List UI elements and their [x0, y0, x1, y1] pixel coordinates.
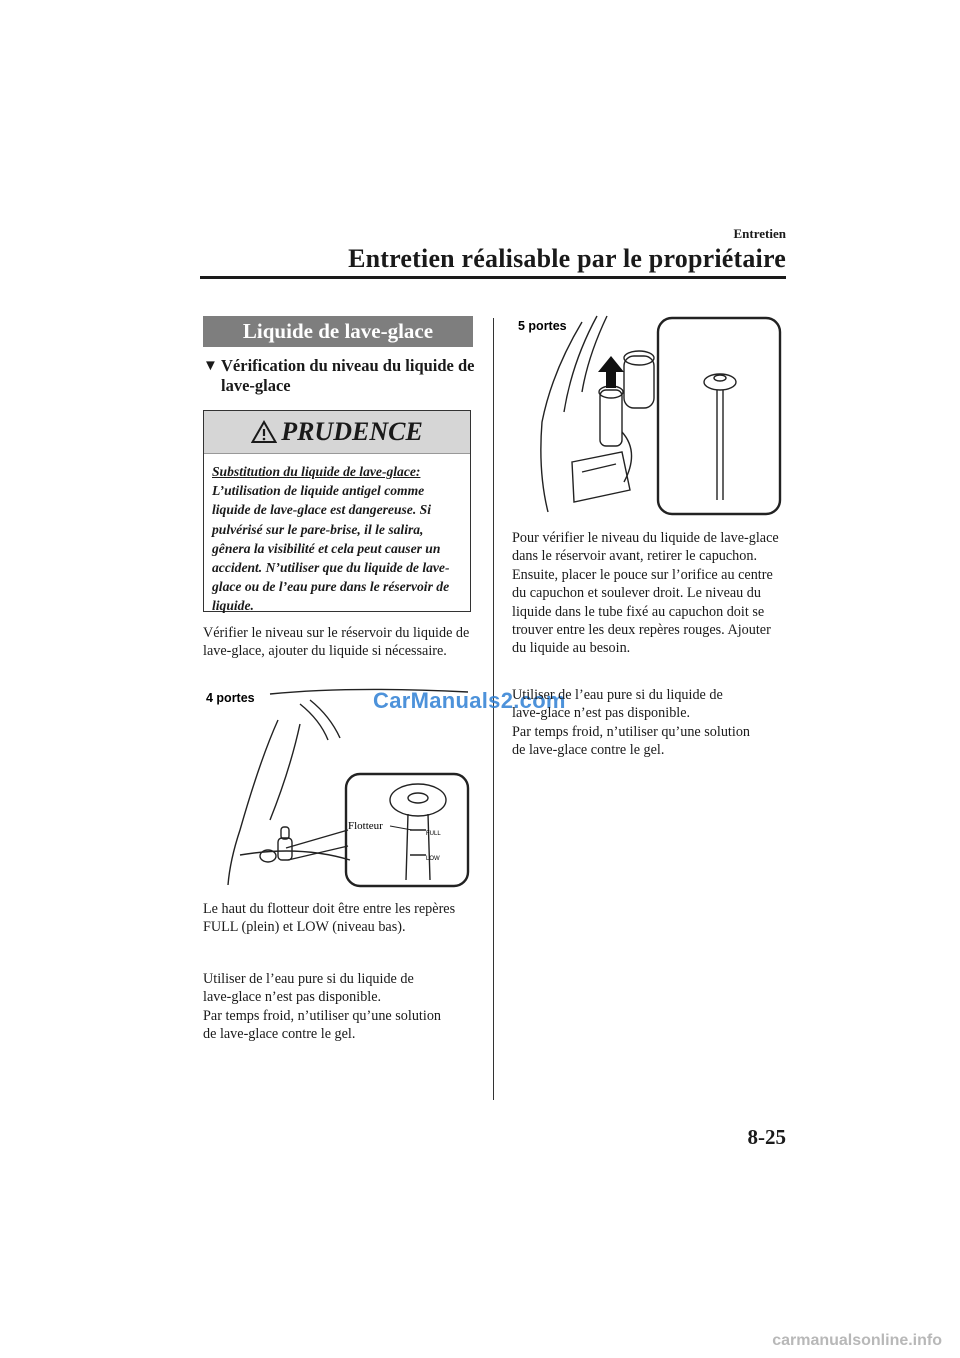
text-line: de lave-glace contre le gel.: [512, 742, 665, 759]
page-header-title: Entretien réalisable par le propriétaire: [348, 244, 786, 273]
paragraph-pure-water-left: [203, 970, 475, 1044]
paragraph-check-level: Vérifier le niveau sur le réservoir du liquide de lave-glace, ajouter du liquide si nécessaire.: [203, 625, 470, 660]
text-line: de lave-glace contre le gel.: [203, 1026, 356, 1043]
caution-header: [204, 411, 470, 454]
paragraph-check-level-5-portes: Pour vérifier le niveau du liquide de lave-glace dans le réservoir avant, retirer le capuchon. Ensuite, placer le pouce sur l’orifice au centre du capuchon et soulever droit. Le niveau du liquide dans le tube fixé au capuchon doit se trouver entre les deux repères rouges. Ajouter du liquide au besoin.: [512, 530, 779, 657]
caution-text: L’utilisation de liquide antigel comme liquide de lave-glace est dangereuse. Si pulvérisé sur le pare-brise, il le salira, gênera la visibilité et cela peut causer un accident. N’utiliser que du liquide de lave-glace ou de l’eau pure dans le réservoir de liquide.: [212, 483, 450, 614]
mark-low: LOW: [426, 856, 440, 862]
figure-label-4-portes: 4 portes: [206, 691, 255, 705]
caution-label: PRUDENCE: [281, 417, 423, 446]
paragraph-pure-water-right: [512, 686, 787, 760]
subsection-heading-text: Vérification du niveau du liquide de lave-glace: [221, 356, 475, 395]
section-banner: Liquide de lave-glace: [203, 316, 473, 347]
text-line: lave-glace n’est pas disponible.: [512, 705, 691, 722]
text-line: Utiliser de l’eau pure si du liquide de: [512, 687, 723, 703]
section-label: Entretien: [733, 226, 786, 241]
text-line: Par temps froid, n’utiliser qu’une solution: [512, 723, 751, 740]
triangle-marker-icon: ▼: [203, 358, 218, 374]
text-line: lave-glace n’est pas disponible.: [203, 989, 382, 1006]
watermark-overlay: CarManuals2.com: [373, 688, 566, 713]
footer-watermark: carmanualsonline.info: [772, 1332, 942, 1349]
paragraph-float-level: Le haut du flotteur doit être entre les repères FULL (plein) et LOW (niveau bas).: [203, 901, 456, 936]
caution-body: [204, 454, 470, 616]
subsection-heading: [203, 356, 475, 396]
caution-box: [203, 410, 471, 612]
page-number: 8-25: [747, 1125, 786, 1149]
figure-5-portes: [512, 312, 787, 520]
callout-flotteur: Flotteur: [348, 820, 383, 832]
text-line: Par temps froid, n’utiliser qu’une solution: [203, 1007, 442, 1024]
warning-triangle-icon: [251, 420, 277, 444]
text-line: Utiliser de l’eau pure si du liquide de: [203, 971, 414, 987]
mark-full: FULL: [426, 831, 441, 837]
caution-title: Substitution du liquide de lave-glace:: [212, 464, 421, 479]
header-rule: [200, 276, 786, 279]
figure-label-5-portes: 5 portes: [518, 319, 567, 333]
